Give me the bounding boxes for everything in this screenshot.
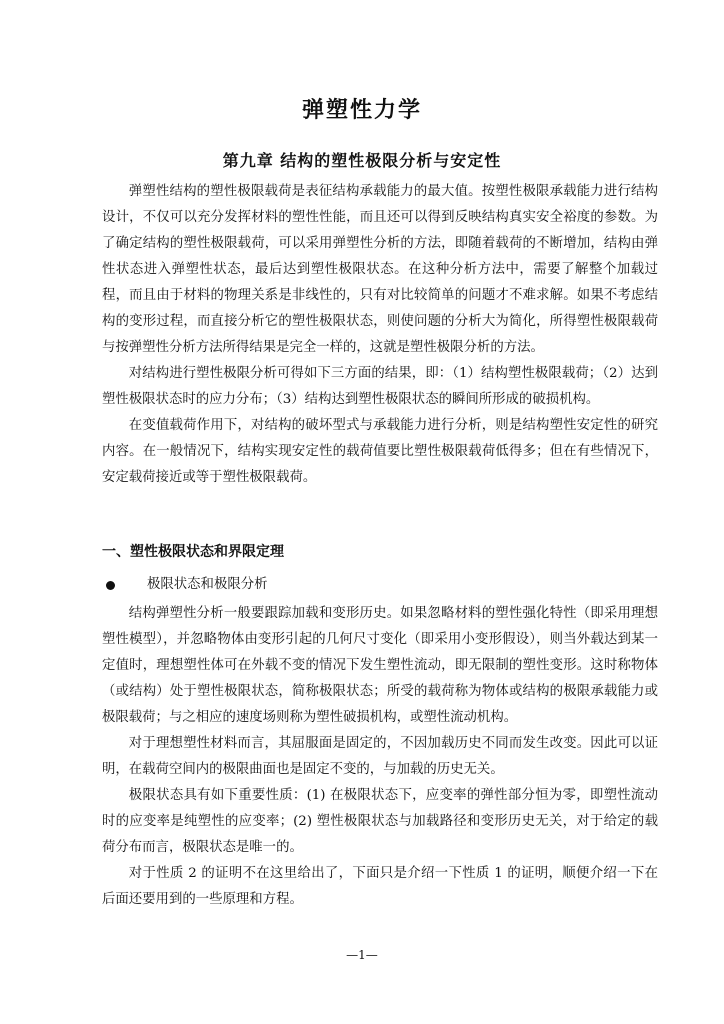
page-number: —1— [346,948,378,962]
body-text-block [102,601,658,913]
body-paragraph: 对于性质 2 的证明不在这里给出了，下面只是介绍一下性质 1 的证明，顺便介绍一下在后面还要用到的一些原理和方程。 [102,866,658,907]
body-paragraph: 结构弹塑性分析一般要跟踪加载和变形历史。如果忽略材料的塑性强化特性（即采用理想塑性模型），并忽略物体由变形引起的几何尺寸变化（即采用小变形假设），则当外载达到某一定值时，理想塑性体可在外载不变的情况下发生塑性流动，即无限制的塑性变形。这时称物体（或结构）处于塑性极限状态，简称极限状态；所受的载荷称为物体或结构的极限承载能力或极限载荷；与之相应的速度场则称为塑性破损机构，或塑性流动机构。 [102,606,658,725]
intro-paragraph: 对结构进行塑性极限分析可得如下三方面的结果，即：（1）结构塑性极限载荷；（2）达到塑性极限状态时的应力分布；（3）结构达到塑性极限状态的瞬间所形成的破损机构。 [102,366,658,407]
chapter-heading: 第九章 结构的塑性极限分析与安定性 [222,151,502,170]
bullet-item [102,575,658,595]
intro-text-block [102,179,658,491]
section-heading: 一、塑性极限状态和界限定理 [102,544,284,560]
body-paragraph: 对于理想塑性材料而言，其屈服面是固定的，不因加载历史不同而发生改变。因此可以证明，在载荷空间内的极限曲面也是固定不变的，与加载的历史无关。 [102,736,658,777]
body-paragraph: 极限状态具有如下重要性质：(1) 在极限状态下，应变率的弹性部分恒为零，即塑性流动时的应变率是纯塑性的应变率；(2) 塑性极限状态与加载路径和变形历史无关，对于给定的载荷分布而言，极限状态是唯一的。 [102,788,658,855]
intro-paragraph: 在变值载荷作用下，对结构的破坏型式与承载能力进行分析，则是结构塑性安定性的研究内容。在一般情况下，结构实现安定性的载荷值要比塑性极限载荷低得多；但在有些情况下，安定载荷接近或等于塑性极限载荷。 [102,418,658,485]
bullet-icon [106,581,115,590]
intro-paragraph: 弹塑性结构的塑性极限载荷是表征结构承载能力的最大值。按塑性极限承载能力进行结构设计，不仅可以充分发挥材料的塑性性能，而且还可以得到反映结构真实安全裕度的参数。为了确定结构的塑性极限载荷，可以采用弹塑性分析的方法，即随着载荷的不断增加，结构由弹性状态进入弹塑性状态，最后达到塑性极限状态。在这种分析方法中，需要了解整个加载过程，而且由于材料的物理关系是非线性的，只有对比较简单的问题才不难求解。如果不考虑结构的变形过程，而直接分析它的塑性极限状态，则使问题的分析大为简化，所得塑性极限载荷与按弹塑性分析方法所得结果是完全一样的，这就是塑性极限分析的方法。 [102,184,658,355]
bullet-label: 极限状态和极限分析 [147,577,268,592]
book-title: 弹塑性力学 [301,98,422,123]
